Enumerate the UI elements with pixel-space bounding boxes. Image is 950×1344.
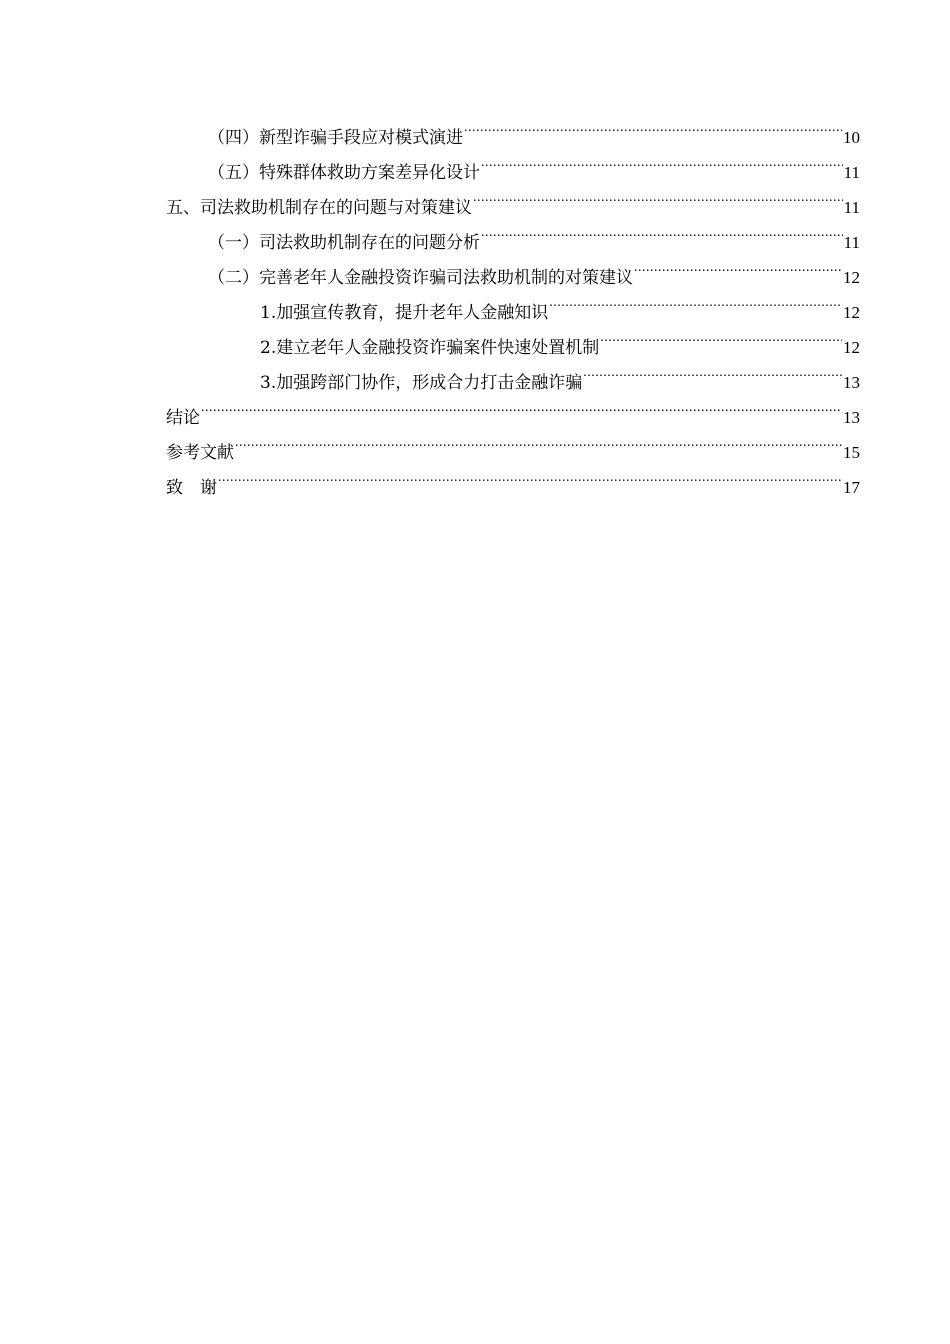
toc-page-number: 11	[843, 163, 860, 182]
toc-page-number: 12	[843, 303, 860, 322]
toc-entry-title: （四）新型诈骗手段应对模式演进	[208, 128, 463, 148]
toc-entry-title: 致 谢	[166, 478, 217, 498]
toc-dot-leader	[218, 458, 842, 493]
toc-entry-title: （五）特殊群体救助方案差异化设计	[208, 163, 480, 183]
toc-entry-title: 1.加强宣传教育，提升老年人金融知识	[260, 303, 549, 323]
toc-dot-leader	[600, 318, 842, 353]
toc-page-number: 12	[843, 338, 860, 357]
toc-dot-leader	[464, 108, 842, 143]
toc-dot-leader	[473, 178, 843, 213]
toc-entry-title: 2.建立老年人金融投资诈骗案件快速处置机制	[260, 338, 600, 358]
toc-entry-title: 参考文献	[166, 443, 234, 463]
toc-entry-title: （二）完善老年人金融投资诈骗司法救助机制的对策建议	[208, 268, 633, 288]
toc-page-number: 15	[843, 443, 860, 462]
toc-entry[interactable]	[166, 108, 860, 148]
toc-dot-leader	[634, 248, 842, 283]
toc-page-number: 13	[843, 408, 860, 427]
toc-entry-title: 五、司法救助机制存在的问题与对策建议	[166, 198, 472, 218]
toc-entry-title: （一）司法救助机制存在的问题分析	[208, 233, 480, 253]
toc-page-number: 11	[843, 198, 860, 217]
toc-entry-title: 结论	[166, 408, 200, 428]
toc-page-number: 11	[843, 233, 860, 252]
toc-page-number: 10	[843, 128, 860, 147]
toc-entry-title: 3.加强跨部门协作，形成合力打击金融诈骗	[260, 373, 583, 393]
toc-entry[interactable]	[166, 458, 860, 498]
toc-dot-leader	[481, 213, 843, 248]
toc-dot-leader	[235, 423, 842, 458]
toc-dot-leader	[549, 283, 842, 318]
toc-entry[interactable]	[166, 423, 860, 463]
table-of-contents	[166, 108, 860, 498]
toc-dot-leader	[481, 143, 843, 178]
toc-dot-leader	[583, 353, 842, 388]
toc-page-number: 17	[843, 478, 860, 497]
toc-entry[interactable]	[166, 388, 860, 428]
toc-page-number: 13	[843, 373, 860, 392]
toc-page-number: 12	[843, 268, 860, 287]
toc-dot-leader	[201, 388, 842, 423]
